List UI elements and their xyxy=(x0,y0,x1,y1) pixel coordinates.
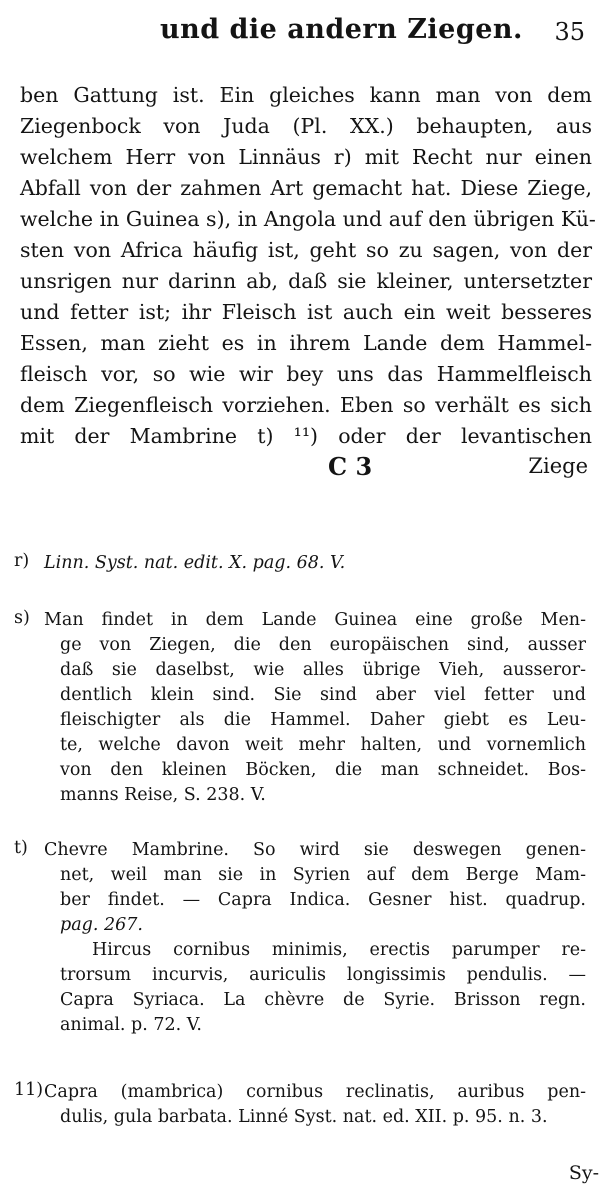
signature-row xyxy=(20,452,592,486)
footnote-line: Linn. Syst. nat. edit. X. pag. 68. V. xyxy=(44,553,346,573)
footnote-line: Chevre Mambrine. So wird sie deswegen genen- xyxy=(44,840,586,860)
footnote-r xyxy=(14,551,586,576)
footnote-line: fleischigter als die Hammel. Daher giebt es Leu- xyxy=(60,710,586,730)
footnote-line: trorsum incurvis, auriculis longissimis pendulis. — xyxy=(60,965,586,985)
running-title: und die andern Ziegen. xyxy=(160,14,523,45)
page-number: 35 xyxy=(554,18,585,46)
main-text xyxy=(20,80,596,486)
text-line: sten von Africa häufig ist, geht so zu sagen, von der xyxy=(20,238,592,262)
footnote-line: dulis, gula barbata. Linné Syst. nat. ed. XII. p. 95. n. 3. xyxy=(60,1107,548,1127)
text-line: dem Ziegenfleisch vorziehen. Eben so verhält es sich xyxy=(20,393,592,417)
text-line: Essen, man zieht es in ihrem Lande dem Hammel- xyxy=(20,331,592,355)
footnote-line: Capra Syriaca. La chèvre de Syrie. Brisson regn. xyxy=(60,990,586,1010)
text-line: mit der Mambrine t) ¹¹) oder der levantischen xyxy=(20,424,592,448)
footnote-mark: r) xyxy=(14,551,30,571)
footnote-line: animal. p. 72. V. xyxy=(60,1015,202,1035)
page-header xyxy=(0,14,613,54)
footnote-line: pag. 267. xyxy=(60,915,143,935)
footnote-line: ber findet. — Capra Indica. Gesner hist. quadrup. xyxy=(60,890,586,910)
text-line: fleisch vor, so wie wir bey uns das Hammelfleisch xyxy=(20,362,592,386)
text-line: Ziegenbock von Juda (Pl. XX.) behaupten, aus xyxy=(20,114,592,138)
footnote-11 xyxy=(14,1080,586,1130)
text-line: Abfall von der zahmen Art gemacht hat. Diese Ziege, xyxy=(20,176,592,200)
footnote-line: daß sie daselbst, wie alles übrige Vieh, ausseror- xyxy=(60,660,586,680)
footnote-line: Capra (mambrica) cornibus reclinatis, auribus pen- xyxy=(44,1082,586,1102)
footnote-line: te, welche davon weit mehr halten, und vornemlich xyxy=(60,735,586,755)
footnote-line: dentlich klein sind. Sie sind aber viel fetter und xyxy=(60,685,586,705)
footnote-mark: s) xyxy=(14,608,30,628)
footnote-line: net, weil man sie in Syrien auf dem Berge Mam- xyxy=(60,865,586,885)
text-line: unsrigen nur darinn ab, daß sie kleiner, untersetzter xyxy=(20,269,592,293)
footnote-line: ge von Ziegen, die den europäischen sind, ausser xyxy=(60,635,586,655)
text-line: welchem Herr von Linnäus r) mit Recht nur einen xyxy=(20,145,592,169)
catchword: Ziege xyxy=(528,454,588,478)
final-catchword: Sy- xyxy=(568,1162,599,1184)
footnote-line: von den kleinen Böcken, die man schneidet. Bos- xyxy=(60,760,586,780)
footnote-mark: t) xyxy=(14,838,28,858)
footnote-line: Hircus cornibus minimis, erectis parumper re- xyxy=(92,940,586,960)
signature-mark: C 3 xyxy=(328,452,373,481)
footnote-line: Man findet in dem Lande Guinea eine große Men- xyxy=(44,610,586,630)
footnote-mark: 11) xyxy=(14,1080,44,1100)
footnote-s xyxy=(14,608,586,808)
text-line: und fetter ist; ihr Fleisch ist auch ein weit besseres xyxy=(20,300,592,324)
footnote-line: manns Reise, S. 238. V. xyxy=(60,785,266,805)
footnote-t xyxy=(14,838,586,1038)
text-line: ben Gattung ist. Ein gleiches kann man von dem xyxy=(20,83,592,107)
text-line: welche in Guinea s), in Angola und auf den übrigen Kü- xyxy=(20,207,596,231)
